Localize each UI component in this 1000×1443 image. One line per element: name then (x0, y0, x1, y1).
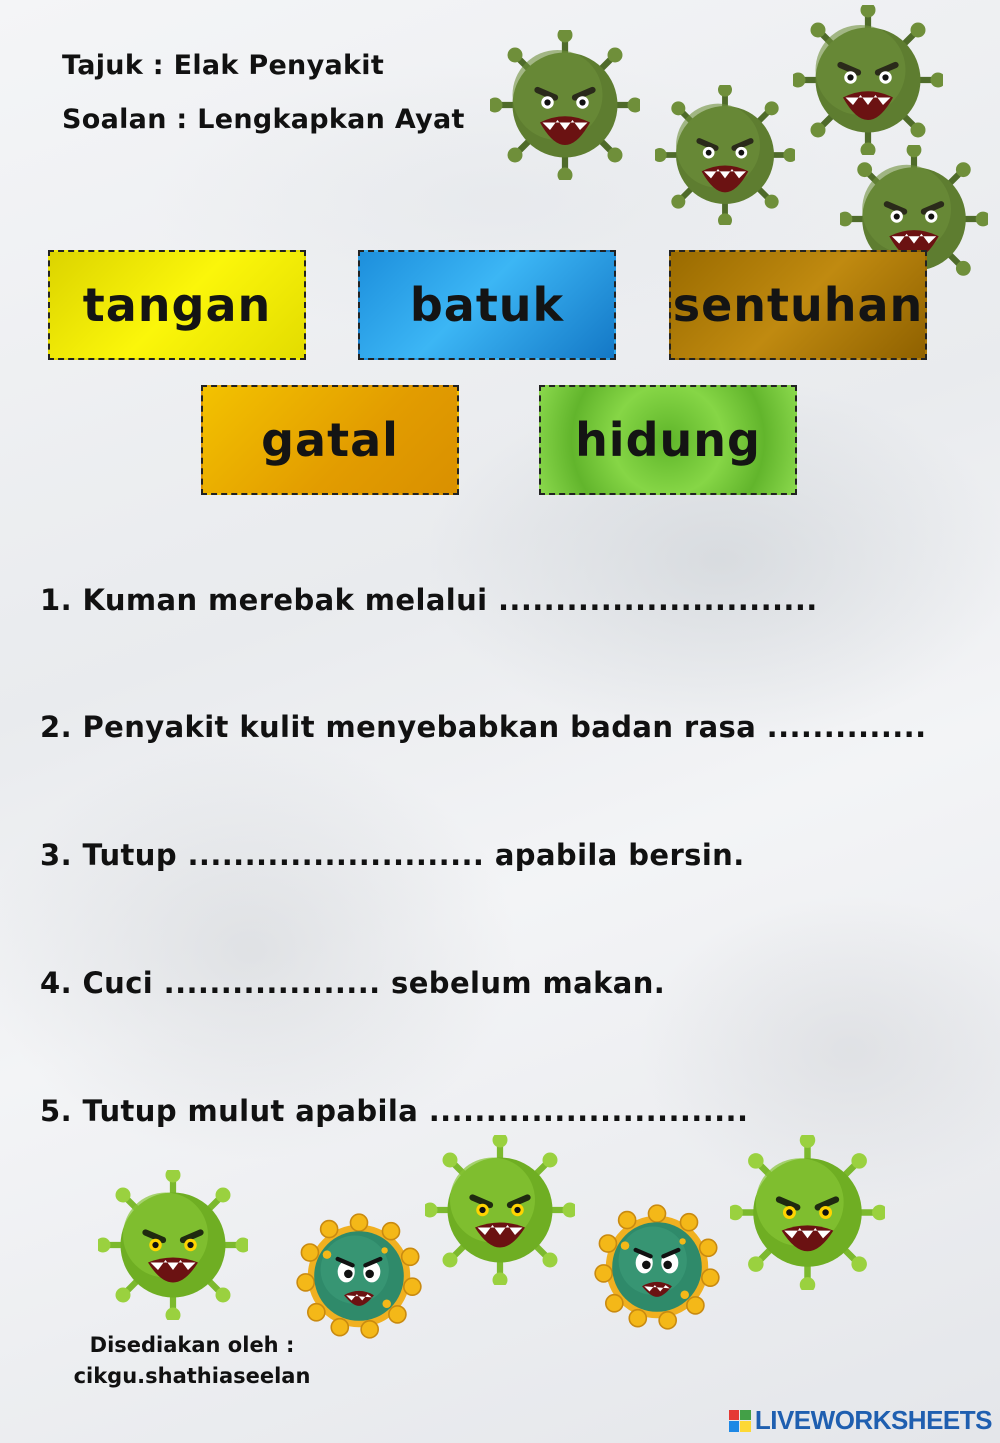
spotted-virus-icon (295, 1212, 423, 1340)
worksheet-title: Tajuk : Elak Penyakit (62, 50, 385, 81)
word-card-tangan[interactable]: tangan (48, 250, 306, 360)
question-1[interactable]: 1. Kuman merebak melalui ............................ (40, 583, 818, 617)
question-4[interactable]: 4. Cuci ................... sebelum makan. (40, 966, 666, 1000)
credit-label: Disediakan oleh : (89, 1333, 295, 1357)
spotted-virus-icon (593, 1203, 721, 1331)
angry-virus-dark-icon (793, 5, 943, 155)
question-2[interactable]: 2. Penyakit kulit menyebabkan badan rasa .............. (40, 710, 927, 744)
credit-author: cikgu.shathiaseelan (73, 1364, 311, 1388)
word-card-gatal[interactable]: gatal (201, 385, 459, 495)
brand-text: LIVEWORKSHEETS (754, 1405, 992, 1435)
angry-virus-light-icon (98, 1170, 248, 1320)
word-card-hidung[interactable]: hidung (539, 385, 797, 495)
angry-virus-light-icon (425, 1135, 575, 1285)
angry-virus-dark-icon (490, 30, 640, 180)
worksheet-question: Soalan : Lengkapkan Ayat (62, 104, 465, 135)
question-5[interactable]: 5. Tutup mulut apabila ............................ (40, 1094, 749, 1128)
word-card-sentuhan[interactable]: sentuhan (669, 250, 927, 360)
angry-virus-dark-icon (655, 85, 795, 225)
liveworksheets-logo-icon (729, 1410, 751, 1432)
angry-virus-light-icon (730, 1135, 885, 1290)
liveworksheets-brand[interactable] (729, 1405, 992, 1436)
question-3[interactable]: 3. Tutup .......................... apabila bersin. (40, 838, 745, 872)
word-card-batuk[interactable]: batuk (358, 250, 616, 360)
